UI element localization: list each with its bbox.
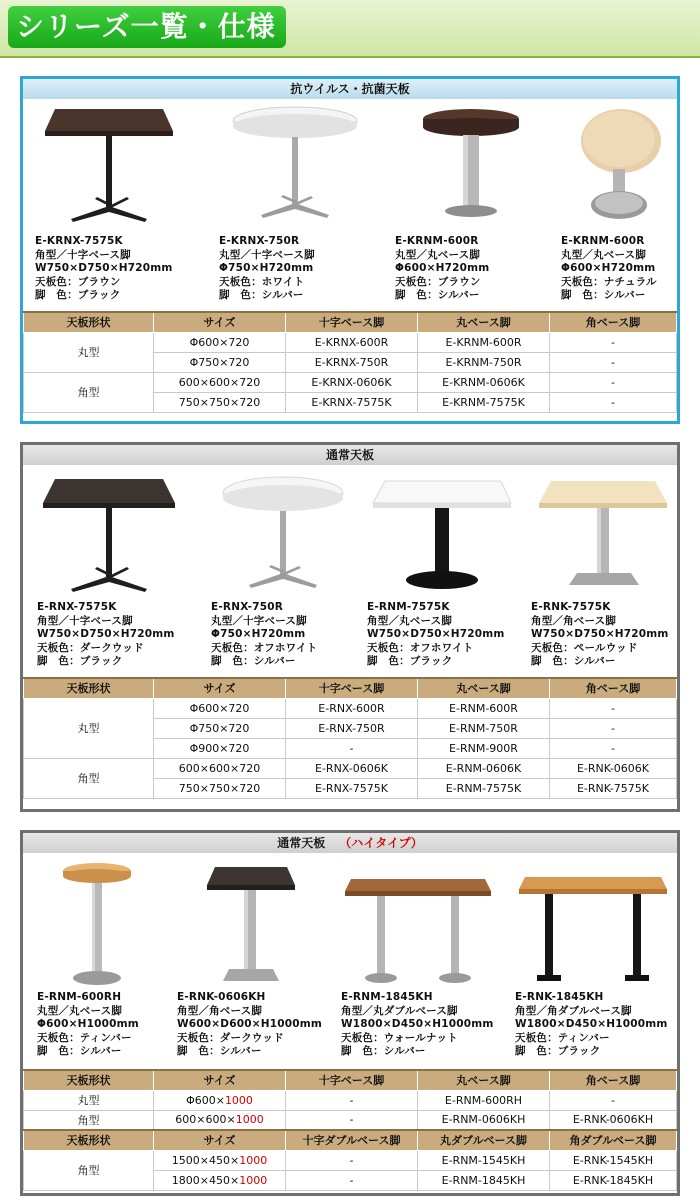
product-card — [35, 99, 195, 311]
table-cell: - — [550, 372, 677, 392]
size-height-accent: 1000 — [224, 1093, 253, 1107]
table-cell: E-RNX-600R — [286, 698, 418, 718]
table-cell: E-RNM-750R — [418, 718, 550, 738]
product-card — [37, 853, 197, 1065]
product-leg-color: 脚 色：ブラック — [515, 1045, 601, 1058]
product-type: 丸型／丸ベース脚 — [561, 248, 647, 261]
product-spec — [37, 601, 175, 669]
table-image-round-cross-base — [211, 469, 361, 597]
table-cell: 600×600×720 — [154, 758, 286, 778]
table-cell: - — [286, 1110, 418, 1130]
product-code: E-RNK-1845KH — [515, 991, 604, 1003]
table-cell: E-RNX-7575K — [286, 778, 418, 798]
table-cell: - — [286, 1150, 418, 1170]
product-code: E-KRNM-600R — [561, 235, 645, 247]
column-header: 天板形状 — [24, 1070, 154, 1090]
table-cell: E-RNM-1545KH — [418, 1150, 550, 1170]
product-card — [177, 853, 337, 1065]
spec-table — [23, 311, 677, 413]
product-type: 丸型／十字ベース脚 — [219, 248, 315, 261]
column-header: 丸ベース脚 — [418, 1070, 550, 1090]
size-cell — [154, 1170, 286, 1190]
table-cell: - — [286, 1090, 418, 1110]
table-row — [24, 1090, 677, 1110]
column-header: サイズ — [154, 312, 286, 332]
column-header: 天板形状 — [24, 678, 154, 698]
table-cell: Φ600×720 — [154, 332, 286, 352]
product-top-color: 天板色：ホワイト — [219, 275, 305, 288]
column-header: 十字ベース脚 — [286, 678, 418, 698]
product-top-color: 天板色：ティンバー — [37, 1031, 132, 1044]
product-leg-color: 脚 色：ブラック — [37, 655, 123, 668]
product-type: 角型／丸ベース脚 — [367, 614, 453, 627]
shape-cell: 丸型 — [24, 698, 154, 758]
product-top-color: 天板色：ティンバー — [515, 1031, 610, 1044]
table-image-square-square-base-high — [177, 857, 317, 987]
product-leg-color: 脚 色：シルバー — [37, 1045, 122, 1058]
product-top-color: 天板色：ペールウッド — [531, 641, 638, 654]
product-spec — [561, 235, 657, 303]
product-code: E-KRNX-750R — [219, 235, 300, 247]
product-type: 丸型／丸ベース脚 — [395, 248, 481, 261]
table-cell: 750×750×720 — [154, 392, 286, 412]
product-code: E-KRNX-7575K — [35, 235, 123, 247]
product-card — [37, 465, 197, 677]
page-title: シリーズ一覧・仕様 — [8, 6, 286, 48]
table-row — [24, 698, 677, 718]
size-cell — [154, 1110, 286, 1130]
table-cell: E-KRNX-7575K — [286, 392, 418, 412]
table-cell: E-RNM-900R — [418, 738, 550, 758]
product-size: Φ750×H720mm — [219, 262, 314, 275]
table-row — [24, 332, 677, 352]
product-code: E-RNX-750R — [211, 601, 284, 613]
product-type: 角型／角ベース脚 — [177, 1004, 263, 1017]
column-header: 角ベース脚 — [550, 678, 677, 698]
table-image-long-round-double-base — [341, 857, 501, 987]
column-header: サイズ — [154, 1070, 286, 1090]
size-cell — [154, 1150, 286, 1170]
product-code: E-RNK-7575K — [531, 601, 611, 613]
table-cell: E-KRNX-750R — [286, 352, 418, 372]
product-type: 丸型／丸ベース脚 — [37, 1004, 123, 1017]
section-header — [23, 833, 677, 853]
table-cell: - — [550, 352, 677, 372]
product-size: Φ750×H720mm — [211, 628, 306, 641]
table-image-square-cross-base — [35, 103, 185, 231]
table-cell: Φ600×720 — [154, 698, 286, 718]
product-card — [561, 99, 700, 311]
table-image-square-square-base — [531, 469, 681, 597]
product-top-color: 天板色：ナチュラル — [561, 275, 657, 288]
product-row — [23, 99, 677, 311]
size-height-accent: 1000 — [239, 1173, 268, 1187]
product-size: Φ600×H1000mm — [37, 1018, 139, 1031]
product-spec — [177, 991, 322, 1059]
column-header: 角ベース脚 — [550, 1070, 677, 1090]
product-size: Φ600×H720mm — [561, 262, 656, 275]
table-cell: E-RNX-750R — [286, 718, 418, 738]
column-header: 丸ベース脚 — [418, 678, 550, 698]
product-card — [531, 465, 691, 677]
table-cell: E-RNM-600RH — [418, 1090, 550, 1110]
product-type: 角型／角ダブルベース脚 — [515, 1004, 632, 1017]
table-cell: - — [550, 392, 677, 412]
product-size: W1800×D450×H1000mm — [515, 1018, 668, 1031]
product-spec — [395, 235, 489, 303]
size-text: 1500×450× — [171, 1153, 240, 1167]
spec-table — [23, 1069, 677, 1191]
product-size: W750×D750×H720mm — [37, 628, 175, 641]
product-size: W600×D600×H1000mm — [177, 1018, 323, 1031]
column-header: サイズ — [154, 678, 286, 698]
product-type: 角型／十字ベース脚 — [37, 614, 133, 627]
product-spec — [341, 991, 494, 1059]
product-type: 丸型／十字ベース脚 — [211, 614, 307, 627]
product-top-color: 天板色：オフホワイト — [211, 641, 318, 654]
product-spec — [35, 235, 173, 303]
table-cell: E-KRNX-600R — [286, 332, 418, 352]
product-card — [341, 853, 511, 1065]
table-header-row — [24, 1070, 677, 1090]
product-code: E-RNM-600RH — [37, 991, 122, 1003]
product-leg-color: 脚 色：シルバー — [219, 289, 304, 302]
table-image-round-round-base — [395, 103, 545, 231]
shape-cell: 角型 — [24, 1110, 154, 1130]
product-top-color: 天板色：ブラウン — [395, 275, 481, 288]
table-cell: - — [550, 718, 677, 738]
product-top-color: 天板色：ブラウン — [35, 275, 121, 288]
table-cell: - — [550, 698, 677, 718]
shape-cell: 角型 — [24, 372, 154, 412]
section-high-type — [20, 830, 680, 1196]
product-code: E-RNX-7575K — [37, 601, 117, 613]
table-cell: E-RNK-0606K — [550, 758, 677, 778]
product-top-color: 天板色：ダークウッド — [37, 641, 144, 654]
shape-cell: 丸型 — [24, 1090, 154, 1110]
product-size: W750×D750×H720mm — [531, 628, 669, 641]
table-cell: E-RNM-7575K — [418, 778, 550, 798]
product-leg-color: 脚 色：ブラック — [367, 655, 453, 668]
product-card — [515, 853, 681, 1065]
product-size: W750×D750×H720mm — [35, 262, 173, 275]
product-spec — [515, 991, 668, 1059]
table-cell: E-RNK-1545KH — [550, 1150, 677, 1170]
shape-cell: 角型 — [24, 1150, 154, 1190]
table-header-row — [24, 1130, 677, 1150]
section-header: 通常天板 — [23, 445, 677, 465]
product-spec — [211, 601, 317, 669]
table-cell: E-RNK-1845KH — [550, 1170, 677, 1190]
column-header: 角ダブルベース脚 — [550, 1130, 677, 1150]
table-cell: E-KRNM-750R — [418, 352, 550, 372]
table-cell: - — [550, 738, 677, 758]
product-top-color: 天板色：ダークウッド — [177, 1031, 284, 1044]
product-top-color: 天板色：オフホワイト — [367, 641, 474, 654]
section-standard — [20, 442, 680, 812]
product-card — [219, 99, 379, 311]
section-antiviral — [20, 76, 680, 424]
column-header: 天板形状 — [24, 312, 154, 332]
table-cell: E-KRNM-600R — [418, 332, 550, 352]
table-row — [24, 1150, 677, 1170]
size-height-accent: 1000 — [235, 1113, 264, 1127]
table-cell: Φ750×720 — [154, 718, 286, 738]
section-header-accent: （ハイタイプ） — [339, 836, 423, 850]
product-spec — [531, 601, 669, 669]
product-card — [395, 99, 555, 311]
table-cell: E-RNM-1845KH — [418, 1170, 550, 1190]
table-image-square-cross-base — [37, 469, 187, 597]
product-card — [211, 465, 371, 677]
product-size: Φ600×H720mm — [395, 262, 490, 275]
table-row — [24, 1110, 677, 1130]
table-cell: - — [286, 738, 418, 758]
table-cell: 600×600×720 — [154, 372, 286, 392]
column-header: 十字ベース脚 — [286, 312, 418, 332]
table-cell: Φ750×720 — [154, 352, 286, 372]
table-cell: - — [286, 1170, 418, 1190]
column-header: 十字ダブルベース脚 — [286, 1130, 418, 1150]
product-type: 角型／角ベース脚 — [531, 614, 617, 627]
size-text: 600×600× — [175, 1113, 236, 1127]
product-spec — [219, 235, 315, 303]
size-height-accent: 1000 — [239, 1153, 268, 1167]
product-leg-color: 脚 色：シルバー — [395, 289, 480, 302]
size-cell — [154, 1090, 286, 1110]
column-header: 角ベース脚 — [550, 312, 677, 332]
product-leg-color: 脚 色：シルバー — [341, 1045, 426, 1058]
table-cell: E-RNK-0606KH — [550, 1110, 677, 1130]
column-header: 丸ベース脚 — [418, 312, 550, 332]
product-row — [23, 465, 677, 677]
product-code: E-RNM-7575K — [367, 601, 450, 613]
product-row — [23, 853, 677, 1069]
product-spec — [37, 991, 139, 1059]
column-header: 天板形状 — [24, 1130, 154, 1150]
size-text: 1800×450× — [171, 1173, 240, 1187]
table-header-row — [24, 312, 677, 332]
table-cell: E-RNK-7575K — [550, 778, 677, 798]
table-header-row — [24, 678, 677, 698]
product-size: W1800×D450×H1000mm — [341, 1018, 494, 1031]
product-top-color: 天板色：ウォールナット — [341, 1031, 458, 1044]
table-cell: E-KRNM-0606K — [418, 372, 550, 392]
table-row — [24, 758, 677, 778]
column-header: サイズ — [154, 1130, 286, 1150]
product-code: E-RNM-1845KH — [341, 991, 433, 1003]
table-cell: - — [550, 1090, 677, 1110]
table-cell: E-RNM-0606KH — [418, 1110, 550, 1130]
product-leg-color: 脚 色：シルバー — [531, 655, 616, 668]
shape-cell: 角型 — [24, 758, 154, 798]
table-cell: E-KRNM-7575K — [418, 392, 550, 412]
spec-table — [23, 677, 677, 799]
table-image-square-round-base — [367, 469, 517, 597]
table-image-round-round-base-high — [37, 857, 157, 987]
table-cell: E-RNM-0606K — [418, 758, 550, 778]
section-header: 抗ウイルス・抗菌天板 — [23, 79, 677, 99]
table-cell: E-RNX-0606K — [286, 758, 418, 778]
product-code: E-RNK-0606KH — [177, 991, 266, 1003]
table-cell: 750×750×720 — [154, 778, 286, 798]
product-code: E-KRNM-600R — [395, 235, 479, 247]
product-leg-color: 脚 色：シルバー — [561, 289, 646, 302]
size-text: Φ600× — [186, 1093, 225, 1107]
product-leg-color: 脚 色：シルバー — [177, 1045, 262, 1058]
table-cell: Φ900×720 — [154, 738, 286, 758]
product-leg-color: 脚 色：シルバー — [211, 655, 296, 668]
table-cell: E-KRNX-0606K — [286, 372, 418, 392]
section-header-title: 通常天板 — [277, 836, 326, 850]
column-header: 丸ダブルベース脚 — [418, 1130, 550, 1150]
product-leg-color: 脚 色：ブラック — [35, 289, 121, 302]
title-banner — [0, 0, 700, 58]
column-header: 十字ベース脚 — [286, 1070, 418, 1090]
product-spec — [367, 601, 505, 669]
table-row — [24, 372, 677, 392]
table-image-round-cross-base — [219, 103, 369, 231]
product-type: 角型／十字ベース脚 — [35, 248, 131, 261]
shape-cell: 丸型 — [24, 332, 154, 372]
table-image-long-square-double-base — [515, 857, 675, 987]
table-image-round-round-base — [561, 103, 681, 231]
product-card — [367, 465, 527, 677]
product-type: 角型／丸ダブルベース脚 — [341, 1004, 458, 1017]
product-size: W750×D750×H720mm — [367, 628, 505, 641]
table-cell: - — [550, 332, 677, 352]
table-cell: E-RNM-600R — [418, 698, 550, 718]
